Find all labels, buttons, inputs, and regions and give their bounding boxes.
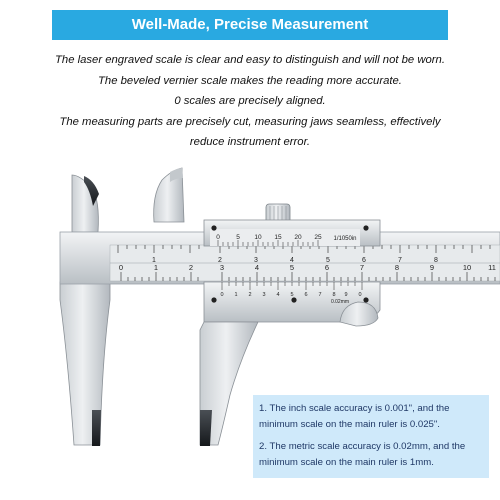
vernier-label: 5 <box>236 234 240 241</box>
info-line: 1. The inch scale accuracy is 0.001", and the <box>259 403 450 414</box>
lower-vernier-label: 6 <box>304 292 308 298</box>
info-line: minimum scale on the main ruler is 0.025". <box>259 419 440 430</box>
inch-label: 6 <box>362 257 366 264</box>
title-banner: Well-Made, Precise Measurement <box>52 10 448 40</box>
metric-label: 2 <box>188 263 194 272</box>
lower-vernier-label: 4 <box>276 292 280 298</box>
inch-label: 1 <box>152 257 156 264</box>
metric-label: 6 <box>324 263 330 272</box>
lower-vernier-label: 5 <box>290 292 294 298</box>
metric-label: 9 <box>429 263 435 272</box>
inch-label: 2 <box>218 257 222 264</box>
lower-vernier-label: 2 <box>248 292 252 298</box>
lower-vernier-label: 1 <box>234 292 238 298</box>
accuracy-info-box <box>253 395 489 478</box>
fixed-lower-jaw-tip <box>92 410 101 446</box>
metric-label: 7 <box>359 263 365 272</box>
lower-vernier-label: 7 <box>318 292 322 298</box>
inch-label: 8 <box>434 257 438 264</box>
lower-vernier-label: 3 <box>262 292 266 298</box>
inch-label: 4 <box>290 257 294 264</box>
metric-label: 0 <box>118 263 124 272</box>
info-line: 2. The metric scale accuracy is 0.02mm, and the <box>259 441 466 452</box>
metric-label: 1 <box>153 263 159 272</box>
metric-label: 8 <box>394 263 400 272</box>
lower-vernier-label: 0 <box>220 292 224 298</box>
lower-vernier-unit: 0.02mm <box>330 299 350 305</box>
description-line: The measuring parts are precisely cut, measuring jaws seamless, effectively <box>59 115 441 128</box>
description-line: 0 scales are precisely aligned. <box>174 95 326 107</box>
description-line: reduce instrument error. <box>189 136 311 148</box>
inch-label: 5 <box>326 257 330 264</box>
description-line: The beveled vernier scale makes the reading more accurate. <box>98 74 402 87</box>
fixed-lower-jaw <box>60 282 110 445</box>
info-line: minimum scale on the main ruler is 1mm. <box>259 457 434 468</box>
metric-label: 3 <box>219 263 225 272</box>
lower-vernier-label: 9 <box>344 292 348 298</box>
lower-vernier-label: 0 <box>358 292 362 298</box>
description-line: The laser engraved scale is clear and easy to distinguish and will not be worn. <box>55 54 445 66</box>
inch-label: 3 <box>254 257 258 264</box>
metric-label: 5 <box>289 263 295 272</box>
lower-vernier-label: 8 <box>332 292 336 298</box>
vernier-unit: 1/1050in <box>333 236 357 242</box>
vernier-label: 20 <box>294 234 302 241</box>
vernier-label: 0 <box>216 234 220 241</box>
inch-label: 7 <box>398 257 402 264</box>
vernier-label: 15 <box>274 234 282 241</box>
metric-label: 11 <box>488 263 496 272</box>
sliding-lower-jaw-tip <box>200 410 212 446</box>
vernier-label: 10 <box>254 234 262 241</box>
vernier-label: 25 <box>314 234 322 241</box>
metric-label: 4 <box>254 263 260 272</box>
metric-label: 10 <box>462 263 472 272</box>
